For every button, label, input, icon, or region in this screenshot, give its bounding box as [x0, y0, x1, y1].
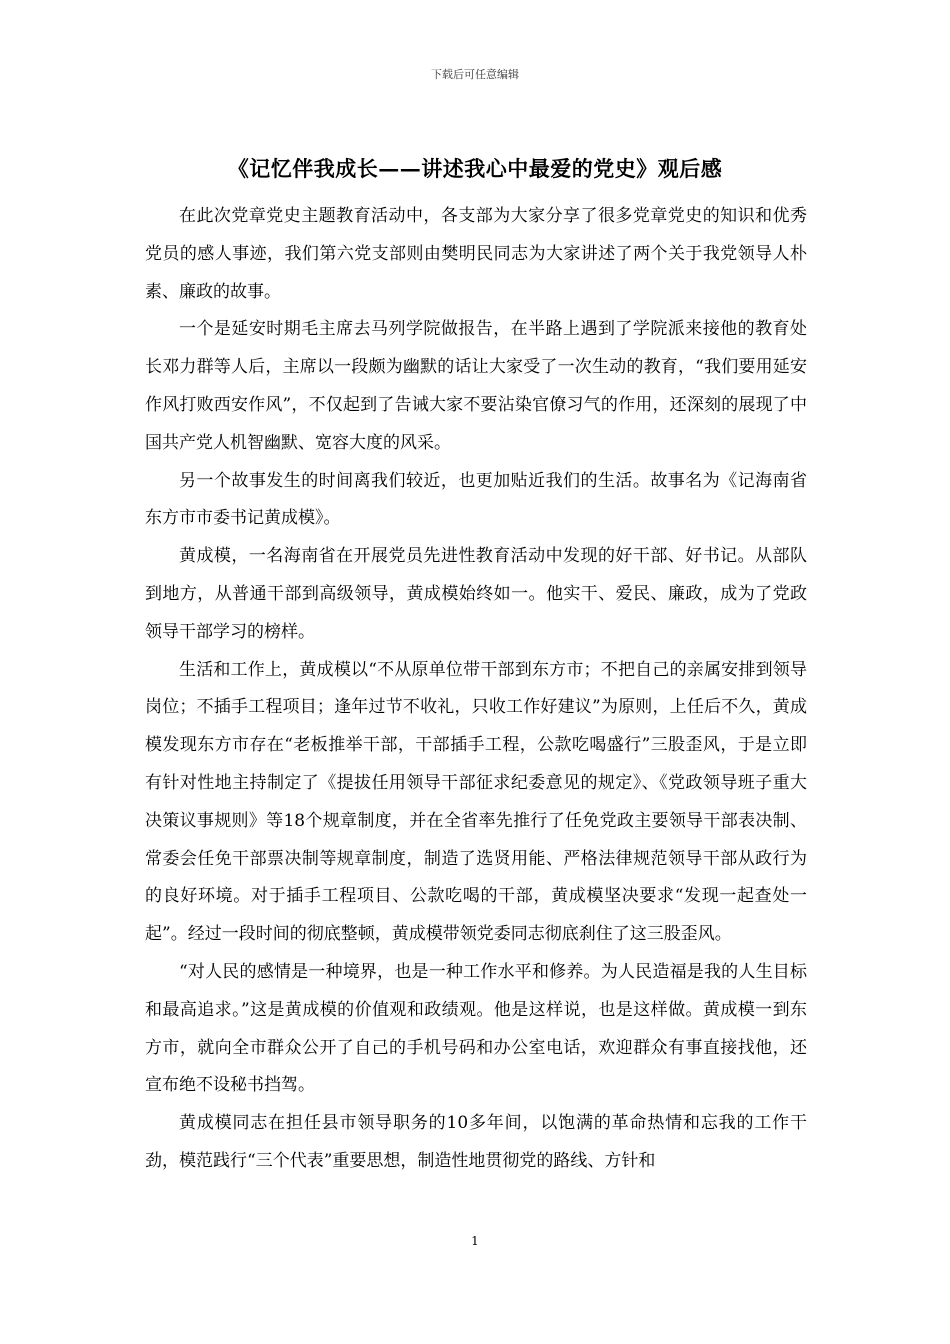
paragraph: 生活和工作上，黄成模以“不从原单位带干部到东方市；不把自己的亲属安排到领导岗位；不插手工程项目；逢年过节不收礼，只收工作好建议”为原则，上任后不久，黄成模发现东方市存在“老板推举干部，干部插手工程，公款吃喝盛行”三股歪风，于是立即有针对性地主持制定了《提拔任用领导干部征求纪委意见的规定》、《党政领导班子重大决策议事规则》等18个规章制度，并在全省率先推行了任免党政主要领导干部表决制、常委会任免干部票决制等规章制度，制造了选贤用能、严格法律规范领导干部从政行为的良好环境。对于插手工程项目、公款吃喝的干部，黄成模坚决要求“发现一起查处一起”。经过一段时间的彻底整顿，黄成模带领党委同志彻底刹住了这三股歪风。 — [145, 659, 807, 945]
paragraph: 黄成模同志在担任县市领导职务的10多年间，以饱满的革命热情和忘我的工作干劲，模范践行“三个代表”重要思想，制造性地贯彻党的路线、方针和 — [145, 1113, 807, 1171]
paragraph: 黄成模，一名海南省在开展党员先进性教育活动中发现的好干部、好书记。从部队到地方，从普通干部到高级领导，黄成模始终如一。他实干、爱民、廉政，成为了党政领导干部学习的榜样。 — [145, 546, 807, 642]
paragraph: 另一个故事发生的时间离我们较近，也更加贴近我们的生活。故事名为《记海南省东方市市委书记黄成模》。 — [145, 470, 807, 529]
header-note: 下载后可任意编辑 — [431, 68, 519, 81]
paragraph: 在此次党章党史主题教育活动中，各支部为大家分享了很多党章党史的知识和优秀党员的感人事迹，我们第六党支部则由樊明民同志为大家讲述了两个关于我党领导人朴素、廉政的故事。 — [145, 206, 807, 302]
paragraph: 一个是延安时期毛主席去马列学院做报告，在半路上遇到了学院派来接他的教育处长邓力群等人后，主席以一段颇为幽默的话让大家受了一次生动的教育，“我们要用延安作风打败西安作风”，不仅起到了告诫大家不要沾染官僚习气的作用，还深刻的展现了中国共产党人机智幽默、宽容大度的风采。 — [145, 319, 807, 453]
document-title: 《记忆伴我成长——讲述我心中最爱的党史》观后感 — [227, 156, 723, 181]
paragraph: “对人民的感情是一种境界，也是一种工作水平和修养。为人民造福是我的人生目标和最高追求。”这是黄成模的价值观和政绩观。他是这样说，也是这样做。黄成模一到东方市，就向全市群众公开了自己的手机号码和办公室电话，欢迎群众有事直接找他，还宣布绝不设秘书挡驾。 — [145, 961, 807, 1096]
page-number: 1 — [471, 1234, 479, 1248]
document-body — [145, 198, 807, 1181]
